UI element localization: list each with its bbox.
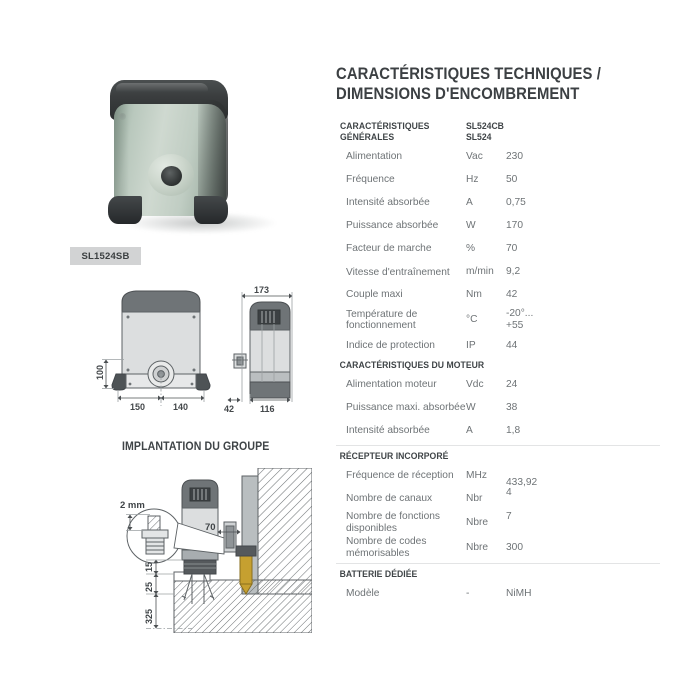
left-column [0,0,325,700]
side-dim-bottom-left: 42 [224,404,235,412]
table-section-heading: RÉCEPTEUR INCORPORÉ [336,445,660,464]
table-section-heading: BATTERIE DÉDIÉE [336,563,660,582]
implantation-title: IMPLANTATION DU GROUPE [122,441,270,453]
row-unit: IP [466,339,476,351]
table-row [336,169,696,192]
row-value: 230 [506,151,523,163]
table-row [336,396,696,419]
product-photo [62,72,277,247]
installation-drawing [112,468,312,633]
row-label: Indice de protection [346,339,435,351]
row-value: 44 [506,339,518,351]
row-value: 433,92 [506,476,538,488]
row-unit: W [466,401,476,413]
specifications-table [336,120,696,605]
table-row [336,261,696,284]
table-row [336,535,696,560]
table-row [336,146,696,169]
side-view-drawing [218,286,318,412]
row-value: -20°... +55 [506,307,534,332]
table-group-header [336,120,696,146]
group-header-label: CARACTÉRISTIQUES GÉNÉRALES [340,121,430,144]
row-label: Alimentation moteur [346,378,437,390]
install-dim-gap: 2 mm [120,500,145,511]
row-label: Fréquence de réception [346,469,454,481]
table-row [336,284,696,307]
row-unit: A [466,197,473,209]
table-section-heading: CARACTÉRISTIQUES DU MOTEUR [339,360,485,371]
front-dim-height: 100 [95,364,105,380]
row-value: 0,75 [506,197,526,209]
row-value: 4 [506,486,512,498]
install-dim-15: 15 [144,561,154,572]
row-unit: Vdc [466,378,484,390]
table-row [336,192,696,215]
row-value: 7 [506,510,512,522]
row-label: Fréquence [346,174,395,186]
front-dim-right: 140 [173,402,189,412]
row-value: 38 [506,401,518,413]
row-label: Nombre de canaux [346,492,433,504]
install-dim-325: 325 [144,608,154,624]
row-value: 170 [506,220,523,232]
row-label: Nombre de fonctions disponibles [346,511,441,534]
table-row [336,215,696,238]
row-unit: Hz [466,174,479,186]
row-value: NiMH [506,587,532,599]
row-label: Alimentation [346,151,403,163]
row-unit: - [466,587,470,599]
row-value: 300 [506,541,523,553]
product-right-shoulder [198,100,228,204]
install-dim-70: 70 [205,522,216,533]
side-view-svg [218,286,318,412]
row-label: Vitesse d'entraînement [346,266,450,278]
product-illustration [102,80,232,228]
right-column [332,0,700,700]
product-code-label: SL1524SB [81,250,130,262]
product-foot-right [194,196,228,224]
row-value: 1,8 [506,424,521,436]
page-title: CARACTÉRISTIQUES TECHNIQUES / DIMENSIONS D'ENCOMBREMENT [336,65,601,103]
front-view-drawing [92,286,224,412]
table-row [336,307,696,334]
row-label: Intensité absorbée [346,424,430,436]
table-row [336,373,696,396]
installation-svg [112,468,312,633]
row-unit: Nbre [466,516,489,528]
table-row [336,419,696,442]
row-unit: Nbr [466,492,483,504]
row-label: Facteur de marche [346,243,432,255]
front-dim-left: 150 [130,402,146,412]
product-code-chip [70,247,141,265]
row-value: 70 [506,243,518,255]
side-dim-bottom-right: 116 [260,404,275,412]
row-unit: A [466,424,473,436]
row-unit: m/min [466,266,494,278]
row-unit: Nm [466,289,482,301]
row-label: Puissance maxi. absorbée [346,401,466,413]
table-row [336,238,696,261]
row-unit: MHz [466,469,487,481]
row-label: Température de fonctionnement [346,308,418,332]
row-value: 42 [506,289,518,301]
side-dim-top: 173 [254,286,270,295]
row-value: 9,2 [506,266,521,278]
row-unit: W [466,220,476,232]
row-unit: °C [466,314,478,326]
group-header-model: SL524CB SL524 [466,121,504,144]
front-view-svg [92,286,224,412]
product-bolt [119,113,126,120]
product-foot-left [108,196,142,224]
row-value: 50 [506,174,518,186]
product-key-hole [161,166,182,186]
row-label: Puissance absorbée [346,220,439,232]
row-label: Modèle [346,587,380,599]
row-label: Nombre de codes mémorisables [346,536,427,559]
row-value: 24 [506,378,518,390]
table-row [336,487,696,510]
install-dim-25: 25 [144,581,154,592]
table-row [336,464,696,487]
row-label: Couple maxi [346,289,403,301]
table-row [336,582,696,605]
table-row [336,510,696,535]
row-unit: % [466,243,476,255]
row-unit: Vac [466,151,483,163]
table-row [336,334,696,357]
row-unit: Nbre [466,541,489,553]
row-label: Intensité absorbée [346,197,430,209]
